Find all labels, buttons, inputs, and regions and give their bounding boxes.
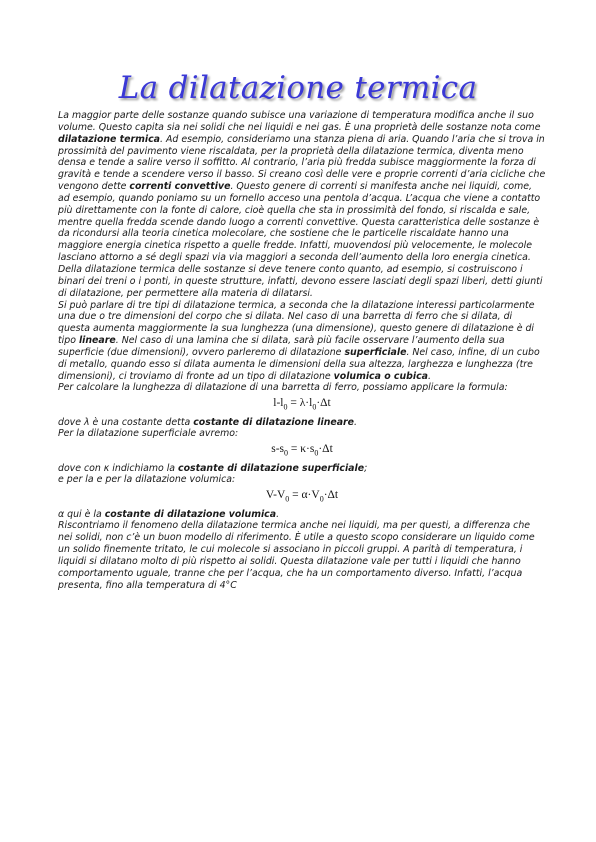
formula-subscript: 0 [283,402,288,412]
formula-subscript: 0 [285,494,290,504]
text-run: Si può parlare di tre tipi di dilatazione termica, a seconda che la dilatazione interessi particolarmente una due o tre dimensioni del corpo che si dilata. Nel caso di una barretta di ferro che si dilata, di questa aumenta maggiormente la sua lunghezza (una dimensione), questo genere di dilatazione è di tipo [58,299,535,347]
body-text [58,110,546,591]
term-costante-volumica: costante di dilatazione volumica [104,508,277,520]
paragraph-tipi [58,300,546,383]
formula-part: V-V [265,489,286,502]
term-volumica: volumica o cubica [333,370,428,382]
text-run: dove λ è una costante detta [58,416,194,428]
paragraph-volumica-intro: e per la e per la dilatazione volumica: [58,474,236,486]
paragraph-alpha [58,509,546,521]
page-title: La dilatazione termica [118,70,478,106]
text-run: . Nel caso, infine, di un cubo di metallo, quando esso si dilata aumenta le dimensioni della sua altezza, larghezza e lunghezza (tre dimensioni), ci troviamo di fronte ad un tipo di dilatazione [58,346,540,382]
term-correnti-convettive: correnti convettive [129,181,231,193]
text-run: . [354,416,358,428]
text-run: La maggior parte delle sostanze quando subisce una variazione di temperatura modifica anche il suo volume. Questo capita sia nei solidi che nei liquidi e nei gas. È una proprietà delle sostanze nota come [58,110,541,133]
text-run: . Nel caso di una lamina che si dilata, sarà più facile osservare l’aumento della sua superficie (due dimensioni), ovvero parleremo di dilatazione [58,335,505,358]
text-run: dove con κ indichiamo la [58,462,179,474]
formula-part: = λ·l [287,397,313,410]
formula-part: ·Δt [318,443,333,456]
formula-part: ·Δt [316,397,331,410]
text-run: . [427,370,431,382]
paragraph-intro [58,110,546,264]
term-costante-lineare: costante di dilatazione lineare [193,416,355,428]
text-run: ; [364,462,368,474]
term-dilatazione-termica: dilatazione termica [58,133,161,145]
text-run: . Questo genere di correnti si manifesta anche nei liquidi, come, ad esempio, quando poniamo su un fornello acceso una pentola d’acqua. L’acqua che viene a contatto più direttamente con la fonte di calore, cioè quella che sta in prossimità del fondo, si riscalda e sale, mentre quella fredda scende dando luogo a correnti convettive. Questa caratteristica delle sostanze è da ricondursi alla teoria cinetica molecolare, che sostiene che le particelle riscaldate hanno una maggiore energia cinetica rispetto a quelle fredde. Infatti, muovendosi più velocemente, le molecole lasciano attorno a sé degli spazi via via maggiori a seconda dell’aumento della loro energia cinetica. [58,181,541,264]
paragraph-liquidi: Riscontriamo il fenomeno della dilatazione termica anche nei liquidi, ma per questi, a differenza che nei solidi, non c’è un buon modello di riferimento. È utile a questo scopo considerare un liquido come un solido finemente tritato, le cui molecole si associano in piccoli gruppi. A parità di temperatura, i liquidi si dilatano molto di più rispetto ai solidi. Questa dilatazione vale per tutti i liquidi che hanno comportamento uguale, tranne che per l’acqua, che ha un comportamento diverso. Infatti, l’acqua presenta, fino alla temperatura di 4°C [58,520,535,591]
formula-part: ·Δt [323,489,339,502]
formula-subscript: 0 [319,494,324,504]
term-lineare: lineare [78,335,116,347]
formula-part: l-l [273,397,284,410]
formula-part: = κ·s [288,443,315,456]
paragraph-kappa [58,463,546,475]
paragraph-formula-intro: Per calcolare la lunghezza di dilatazione di una barretta di ferro, possiamo applicare la formula: [58,382,508,394]
term-costante-superficiale: costante di dilatazione superficiale [178,462,365,474]
text-run: α qui è la [58,508,105,520]
formula-surface [58,441,546,461]
formula-subscript: 0 [312,402,317,412]
formula-volume [58,487,546,507]
paragraph-lambda [58,417,546,429]
formula-part: s-s [271,443,284,456]
formula-linear [58,395,546,415]
term-superficiale: superficiale [344,346,407,358]
formula-part: = α·V [289,489,320,502]
paragraph-superficiale-intro: Per la dilatazione superficiale avremo: [58,428,239,440]
formula-subscript: 0 [284,448,288,458]
formula-subscript: 0 [314,448,319,458]
text-run: . [276,508,280,520]
paragraph-giunti: Della dilatazione termica delle sostanze si deve tenere conto quanto, ad esempio, si costruiscono i binari dei treni o i ponti, in queste strutture, infatti, devono essere lasciati degli spazi liberi, detti giunti di dilatazione, per permettere alla materia di dilatarsi. [58,263,543,299]
text-run: . Ad esempio, consideriamo una stanza piena di aria. Quando l’aria che si trova in prossimità del pavimento viene riscaldata, per la proprietà della dilatazione termica, diventa meno densa e tende a salire verso il soffitto. Al contrario, l’aria più fredda subisce maggiormente la forza di gravità e tende a scendere verso il basso. Si creano così delle vere e proprie correnti d’aria cicliche che vengono dette [58,133,546,193]
